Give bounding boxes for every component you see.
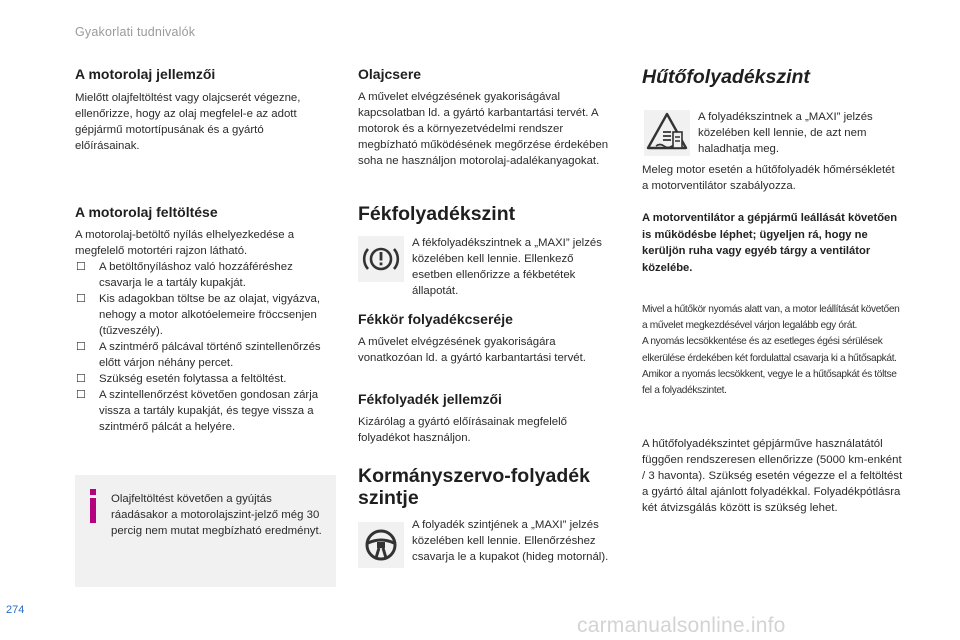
checkbox-bullet-icon: ☐ <box>76 389 86 401</box>
list-item <box>75 387 337 435</box>
heading-fekfolyadek-jellemzoi: Fékfolyadék jellemzői <box>358 391 502 407</box>
list-item <box>75 339 337 371</box>
list-item <box>75 291 337 339</box>
text-motorolaj-feltoltese-intro: A motorolaj-betöltő nyílás elhelyezkedése a megfelelő motortéri rajzon látható. <box>75 229 295 257</box>
text-olajcsere: A művelet elvégzésének gyakoriságával kapcsolatban ld. a gyártó karbantartási tervét. A motorok és a környezetvédelmi rendszer megbízható működésének megőrzése érdekében soha ne használjon motorolaj-adalékanyagokat. <box>358 91 609 167</box>
heading-kormanyszervo-line2: szintje <box>358 487 419 509</box>
bullet-list-feltoltes <box>75 259 337 435</box>
text-fekfolyadekszint: A fékfolyadékszintnek a „MAXI” jelzés közelében kell lennie. Ellenkező esetben ellenőrizze a fékbetétek állapotát. <box>412 237 602 297</box>
list-item-text: Szükség esetén folytassa a feltöltést. <box>99 373 287 385</box>
heading-fekkor: Fékkör folyadékcseréje <box>358 311 513 327</box>
small-text-1: Mivel a hűtőkör nyomás alatt van, a motor leállítását követően a művelet megkezdésével várjon legalább egy órát. <box>642 304 900 332</box>
text-fekfolyadek-jellemzoi: Kizárólag a gyártó előírásainak megfelelő folyadékot használjon. <box>358 416 567 444</box>
text-fekkor: A művelet elvégzésének gyakoriságára vonatkozóan ld. a gyártó karbantartási tervét. <box>358 336 586 364</box>
heading-motorolaj-jellemzoi: A motorolaj jellemzői <box>75 66 216 82</box>
checkbox-bullet-icon: ☐ <box>76 293 86 305</box>
list-item <box>75 259 337 291</box>
info-text: Olajfeltöltést követően a gyújtás ráadásakor a motorolajszint-jelző még 30 percig nem mutat megbízható eredményt. <box>111 493 322 537</box>
info-box <box>75 475 336 587</box>
checkbox-bullet-icon: ☐ <box>76 341 86 353</box>
heading-kormanyszervo <box>358 465 618 509</box>
heading-motorolaj-feltoltese: A motorolaj feltöltése <box>75 204 218 220</box>
checkbox-bullet-icon: ☐ <box>76 261 86 273</box>
heading-fekfolyadekszint: Fékfolyadékszint <box>358 203 516 225</box>
text-hutofolyadek-icon: A folyadékszintnek a „MAXI” jelzés közelében kell lennie, de azt nem haladhatja meg. <box>698 111 873 155</box>
text-kormanyszervo: A folyadék szintjének a „MAXI” jelzés közelében kell lennie. Ellenőrzéshez csavarja le a kupakot (hideg motornál). <box>412 519 609 563</box>
steering-wheel-icon <box>358 522 404 568</box>
brake-warning-icon <box>358 236 404 282</box>
page-number: 274 <box>6 604 25 616</box>
watermark: carmanualsonline.info <box>577 614 786 637</box>
warning-ventilator: A motorventilátor a gépjármű leállását követően is működésbe léphet; ügyeljen rá, hogy ne kerüljön ruha vagy egyéb tárgy a ventilátor közelébe. <box>642 212 898 274</box>
heading-olajcsere: Olajcsere <box>358 66 422 82</box>
small-text-2: A nyomás lecsökkentése és az esetleges égési sérülések elkerülése érdekében két fordulattal csavarja ki a hűtősapkát. Amikor a nyomás lecsökkent, vegye le a hűtősapkát és töltse fel a folyadékszintet. <box>642 336 897 397</box>
text-hutofolyadek-2: A hűtőfolyadékszintet gépjárműve használatától függően rendszeresen ellenőrizze (5000 km-enként / 3 havonta). Szükség esetén végezze el a feltöltést a gyártó által ajánlott folyadékkal. Folyadékpótlásra két átvizsgálás között is szükség lehet. <box>642 438 903 514</box>
info-icon <box>87 489 99 523</box>
heading-kormanyszervo-line1: Kormányszervo-folyadék <box>358 465 590 487</box>
small-text-block <box>642 302 904 399</box>
text-motorolaj-jellemzoi: Mielőtt olajfeltöltést vagy olajcserét végezne, ellenőrizze, hogy az olaj megfelel-e az adott gépjármű motortípusának és a gyártó előírásainak. <box>75 92 301 152</box>
list-item-text: A szintmérő pálcával történő szintellenőrzés előtt várjon néhány percet. <box>99 341 321 369</box>
list-item-text: A betöltőnyíláshoz való hozzáféréshez csavarja le a tartály kupakját. <box>99 261 293 289</box>
coolant-warning-icon <box>644 110 690 156</box>
list-item-text: Kis adagokban töltse be az olajat, vigyázva, nehogy a motor alkotóelemeire fröccsenjen (tűzveszély). <box>99 293 320 337</box>
checkbox-bullet-icon: ☐ <box>76 373 86 385</box>
list-item <box>75 371 337 387</box>
text-hutofolyadek-1: Meleg motor esetén a hűtőfolyadék hőmérsékletét a motorventilátor szabályozza. <box>642 164 895 192</box>
page-header: Gyakorlati tudnivalók <box>75 25 196 39</box>
heading-hutofolyadekszint: Hűtőfolyadékszint <box>642 66 810 88</box>
list-item-text: A szintellenőrzést követően gondosan zárja vissza a tartály kupakját, és tegye vissza a szintmérő pálcát a helyére. <box>99 389 319 433</box>
